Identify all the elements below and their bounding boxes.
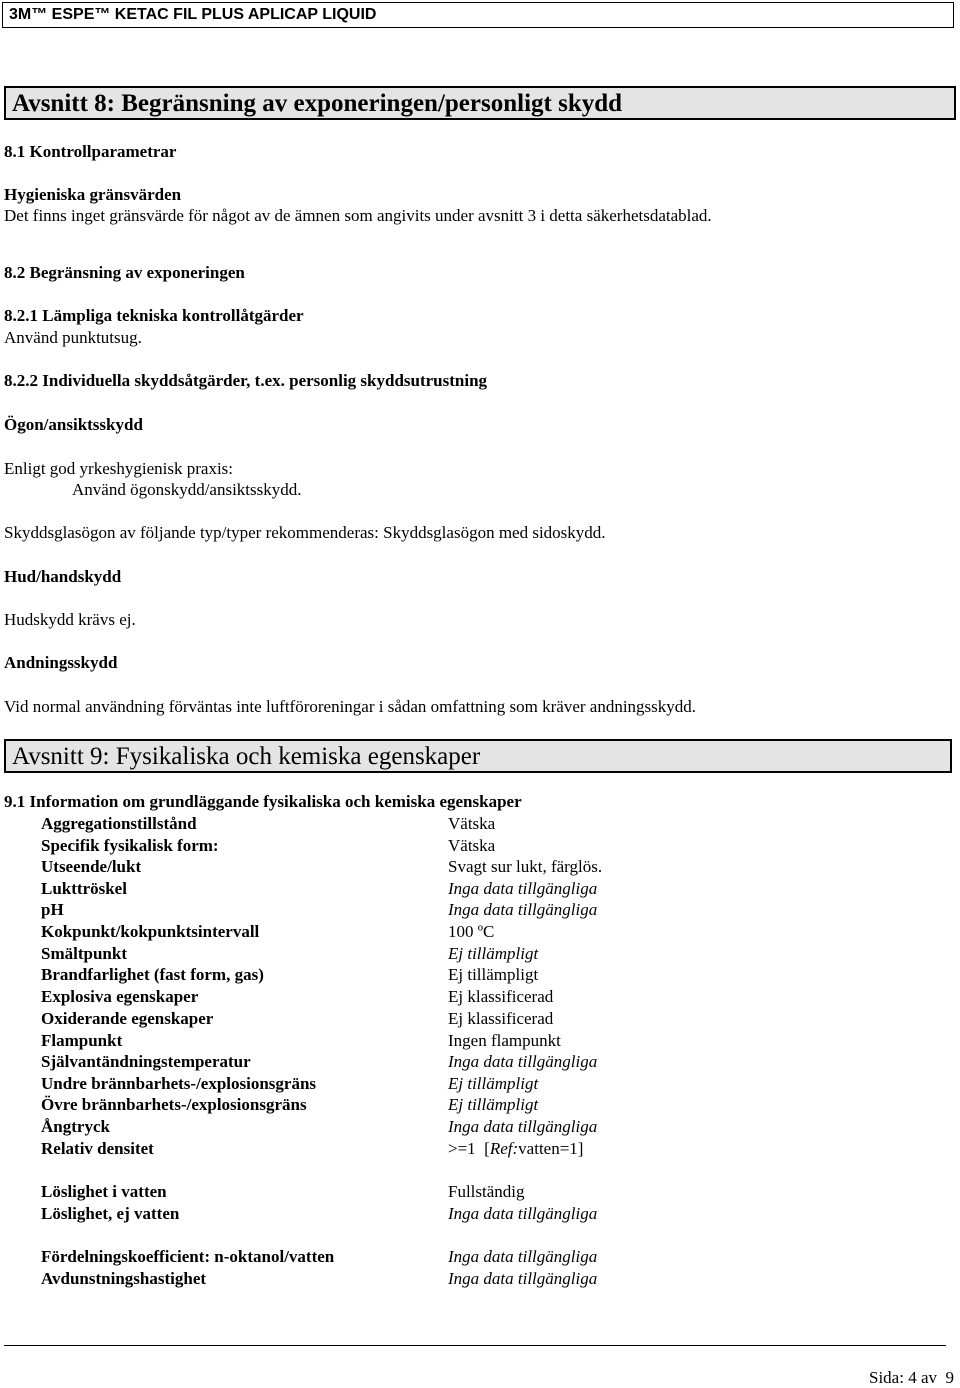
eye-protection-text-3: Skyddsglasögon av följande typ/typer rekommenderas: Skyddsglasögon med sidoskydd.	[4, 523, 606, 542]
property-value: Inga data tillgängliga	[448, 1269, 598, 1288]
property-label: Avdunstningshastighet	[41, 1269, 207, 1288]
property-value: Ej klassificerad	[448, 987, 554, 1006]
skin-protection-heading: Hud/handskydd	[4, 567, 122, 586]
subsection-8-2-1-heading: 8.2.1 Lämpliga tekniska kontrollåtgärder	[4, 306, 304, 325]
property-value: Ingen flampunkt	[448, 1031, 561, 1050]
section-9-heading: Avsnitt 9: Fysikaliska och kemiska egenskaper	[4, 739, 952, 773]
subsection-8-2-2-heading: 8.2.2 Individuella skyddsåtgärder, t.ex. personlig skyddsutrustning	[4, 371, 488, 390]
page-number: Sida: 4 av 9	[869, 1368, 954, 1387]
property-label: Oxiderande egenskaper	[41, 1009, 214, 1028]
subsection-8-2-heading: 8.2 Begränsning av exponeringen	[4, 263, 245, 282]
skin-protection-text: Hudskydd krävs ej.	[4, 610, 136, 629]
property-value: Ej tillämpligt	[448, 944, 539, 963]
property-label: Övre brännbarhets-/explosionsgräns	[41, 1095, 307, 1114]
hygiene-limits-text: Det finns inget gränsvärde för något av de ämnen som angivits under avsnitt 3 i detta säkerhetsdatablad.	[4, 206, 712, 225]
subsection-8-1-heading: 8.1 Kontrollparametrar	[4, 142, 177, 161]
relative-density-ref: Ref:	[489, 1139, 519, 1158]
property-value: Ej tillämpligt	[448, 965, 539, 984]
property-label: Relativ densitet	[41, 1139, 154, 1158]
eye-protection-heading: Ögon/ansiktsskydd	[4, 415, 143, 434]
property-label: Lukttröskel	[41, 879, 127, 898]
respiratory-protection-text: Vid normal användning förväntas inte luftföroreningar i sådan omfattning som kräver andningsskydd.	[4, 697, 697, 716]
engineering-controls-text: Använd punktutsug.	[4, 328, 142, 347]
property-label: Självantändningstemperatur	[41, 1052, 251, 1071]
property-value: Inga data tillgängliga	[448, 1117, 598, 1136]
property-value-relative-density	[448, 1139, 583, 1159]
property-label: Ångtryck	[41, 1117, 110, 1136]
property-label: Utseende/lukt	[41, 857, 142, 876]
property-value: Inga data tillgängliga	[448, 1247, 598, 1266]
property-label: Explosiva egenskaper	[41, 987, 199, 1006]
subsection-9-1-heading: 9.1 Information om grundläggande fysikaliska och kemiska egenskaper	[4, 792, 522, 811]
property-value: Inga data tillgängliga	[448, 879, 598, 898]
property-label: Specifik fysikalisk form:	[41, 836, 219, 855]
relative-density-suffix: vatten=1]	[518, 1139, 584, 1158]
property-label: Fördelningskoefficient: n-oktanol/vatten	[41, 1247, 335, 1266]
property-value: Vätska	[448, 814, 496, 833]
eye-protection-text-2: Använd ögonskydd/ansiktsskydd.	[72, 480, 302, 499]
property-label: Flampunkt	[41, 1031, 123, 1050]
property-label: Löslighet i vatten	[41, 1182, 167, 1201]
property-label: Brandfarlighet (fast form, gas)	[41, 965, 264, 984]
document-header: 3M™ ESPE™ KETAC FIL PLUS APLICAP LIQUID	[2, 2, 954, 28]
hygiene-limits-heading: Hygieniska gränsvärden	[4, 185, 182, 204]
footer-divider	[4, 1345, 946, 1346]
property-value: Ej tillämpligt	[448, 1074, 539, 1093]
property-label: Aggregationstillstånd	[41, 814, 197, 833]
property-label: pH	[41, 900, 64, 919]
property-label: Kokpunkt/kokpunktsintervall	[41, 922, 260, 941]
property-value: Fullständig	[448, 1182, 525, 1201]
relative-density-prefix: >=1 [	[448, 1139, 490, 1158]
section-8-heading: Avsnitt 8: Begränsning av exponeringen/personligt skydd	[4, 86, 956, 120]
property-value: Ej tillämpligt	[448, 1095, 539, 1114]
property-label: Löslighet, ej vatten	[41, 1204, 180, 1223]
property-label: Undre brännbarhets-/explosionsgräns	[41, 1074, 317, 1093]
property-value: Vätska	[448, 836, 496, 855]
eye-protection-text-1: Enligt god yrkeshygienisk praxis:	[4, 459, 234, 478]
property-value: 100 ºC	[448, 922, 495, 941]
property-label: Smältpunkt	[41, 944, 127, 963]
property-value: Svagt sur lukt, färglös.	[448, 857, 603, 876]
respiratory-protection-heading: Andningsskydd	[4, 653, 118, 672]
property-value: Ej klassificerad	[448, 1009, 554, 1028]
property-value: Inga data tillgängliga	[448, 1204, 598, 1223]
property-value: Inga data tillgängliga	[448, 900, 598, 919]
property-value: Inga data tillgängliga	[448, 1052, 598, 1071]
